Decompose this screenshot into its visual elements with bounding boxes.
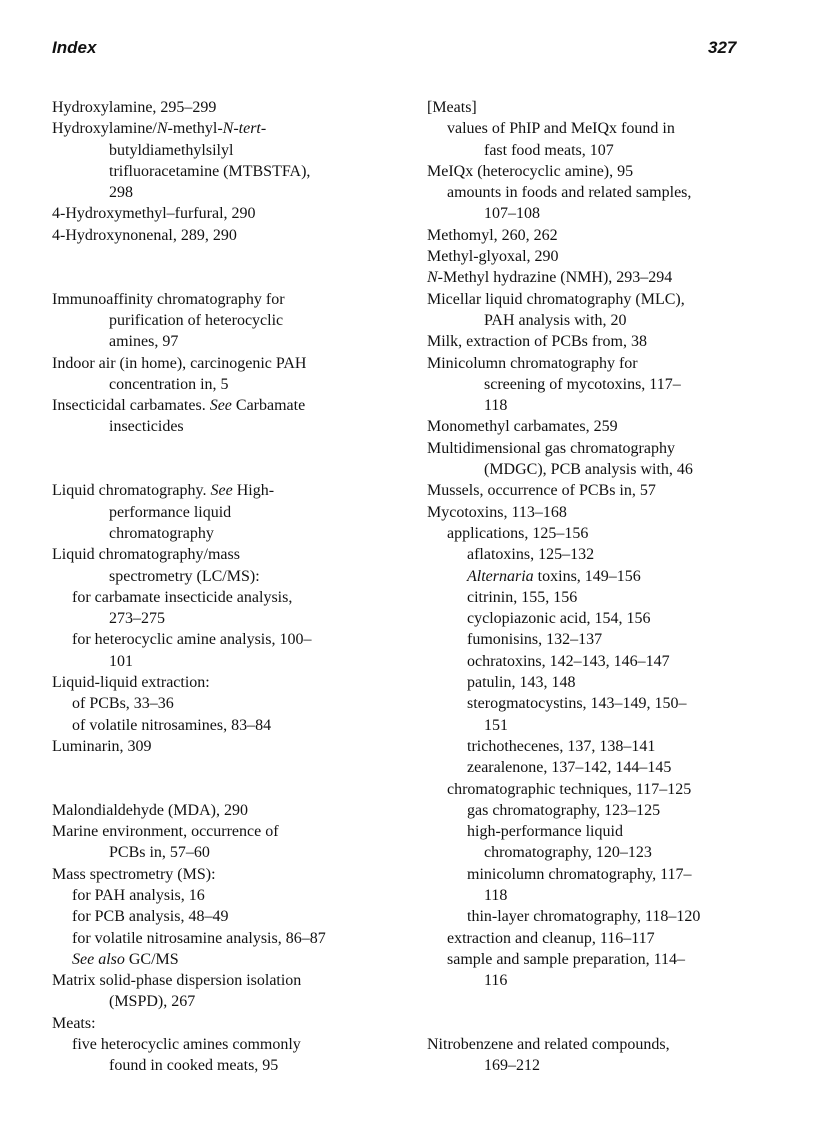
- index-subentry: for heterocyclic amine analysis, 100–: [72, 631, 312, 649]
- index-entry-continuation: performance liquid: [109, 503, 232, 521]
- index-subsubentry: ochratoxins, 142–143, 146–147: [467, 652, 670, 670]
- index-subentry: for volatile nitrosamine analysis, 86–87: [72, 929, 326, 947]
- index-entry-continuation: concentration in, 5: [109, 375, 229, 393]
- index-entry: Nitrobenzene and related compounds,: [427, 1036, 670, 1054]
- index-subentry: of PCBs, 33–36: [72, 695, 174, 713]
- index-subsubentry: trichothecenes, 137, 138–141: [467, 737, 656, 755]
- index-subsubentry: fumonisins, 132–137: [467, 631, 603, 649]
- index-subsubentry: patulin, 143, 148: [467, 674, 576, 692]
- index-entry-continuation: 151: [484, 716, 508, 734]
- index-subentry: values of PhIP and MeIQx found in: [447, 120, 675, 138]
- index-entry: Indoor air (in home), carcinogenic PAH: [52, 354, 307, 372]
- index-entry: Methomyl, 260, 262: [427, 226, 558, 244]
- index-subentry: five heterocyclic amines commonly: [72, 1036, 301, 1054]
- index-subsubentry: cyclopiazonic acid, 154, 156: [467, 610, 651, 628]
- index-entry-continuation: trifluoracetamine (MTBSTFA),: [109, 162, 311, 180]
- index-entry: Milk, extraction of PCBs from, 38: [427, 333, 647, 351]
- index-entry-continuation: PAH analysis with, 20: [484, 311, 627, 329]
- index-entry: Malondialdehyde (MDA), 290: [52, 801, 248, 819]
- index-subentry: amounts in foods and related samples,: [447, 184, 692, 202]
- index-entry-continuation: spectrometry (LC/MS):: [109, 567, 260, 585]
- index-subsubentry: sterogmatocystins, 143–149, 150–: [467, 695, 687, 713]
- index-entry-continuation: 169–212: [484, 1057, 540, 1075]
- index-entry: 4-Hydroxynonenal, 289, 290: [52, 226, 237, 244]
- index-entry: Liquid chromatography/mass: [52, 546, 240, 564]
- index-entry: Matrix solid-phase dispersion isolation: [52, 972, 302, 990]
- index-entry-continuation: 118: [484, 397, 508, 415]
- index-entry-continuation: 116: [484, 972, 508, 990]
- index-entry: Liquid chromatography. See High-: [52, 482, 275, 500]
- index-subsubentry: citrinin, 155, 156: [467, 588, 578, 606]
- index-entry-continuation: (MSPD), 267: [109, 993, 196, 1011]
- index-subsubentry: aflatoxins, 125–132: [467, 546, 595, 564]
- page-number: 327: [708, 38, 737, 57]
- index-subentry: chromatographic techniques, 117–125: [447, 780, 692, 798]
- index-entry-continuation: (MDGC), PCB analysis with, 46: [484, 461, 693, 479]
- index-subentry: for carbamate insecticide analysis,: [72, 588, 293, 606]
- index-subsubentry: high-performance liquid: [467, 823, 623, 841]
- index-entry-continuation: 273–275: [109, 610, 165, 628]
- index-entry-continuation: PCBs in, 57–60: [109, 844, 210, 862]
- index-subentry: for PAH analysis, 16: [72, 886, 205, 904]
- index-subsubentry: minicolumn chromatography, 117–: [467, 865, 692, 883]
- index-entry: Micellar liquid chromatography (MLC),: [427, 290, 685, 308]
- index-subentry: of volatile nitrosamines, 83–84: [72, 716, 272, 734]
- index-entry: Marine environment, occurrence of: [52, 823, 279, 841]
- index-entry: Immunoaffinity chromatography for: [52, 290, 285, 308]
- index-subsubentry: thin-layer chromatography, 118–120: [467, 908, 701, 926]
- index-entry: Mass spectrometry (MS):: [52, 865, 216, 883]
- index-subentry: for PCB analysis, 48–49: [72, 908, 229, 926]
- index-subsubentry: Alternaria toxins, 149–156: [467, 567, 641, 585]
- index-entry: [Meats]: [427, 99, 477, 116]
- index-column-right: [427, 97, 772, 1077]
- index-entry-continuation: chromatography: [109, 524, 214, 542]
- index-entry: Hydroxylamine/N-methyl-N-tert-: [52, 120, 267, 138]
- index-entry: Minicolumn chromatography for: [427, 354, 638, 372]
- index-entry: Monomethyl carbamates, 259: [427, 418, 618, 436]
- index-entry-continuation: 101: [109, 652, 133, 670]
- index-entry-continuation: butyldiamethylsilyl: [109, 141, 234, 159]
- index-entry-continuation: found in cooked meats, 95: [109, 1057, 279, 1075]
- index-entry-continuation: purification of heterocyclic: [109, 311, 284, 329]
- index-subentry: applications, 125–156: [447, 524, 589, 542]
- index-entry-continuation: 107–108: [484, 205, 540, 223]
- index-entry: N-Methyl hydrazine (NMH), 293–294: [427, 269, 673, 287]
- index-entry: MeIQx (heterocyclic amine), 95: [427, 162, 634, 180]
- index-entry: Meats:: [52, 1014, 96, 1032]
- index-entry-continuation: fast food meats, 107: [484, 141, 614, 159]
- index-entry: Mycotoxins, 113–168: [427, 503, 567, 521]
- index-entry: Methyl-glyoxal, 290: [427, 248, 559, 266]
- index-column-left: [52, 97, 392, 1077]
- index-subentry: sample and sample preparation, 114–: [447, 950, 685, 968]
- index-subsubentry: gas chromatography, 123–125: [467, 801, 661, 819]
- index-subsubentry: zearalenone, 137–142, 144–145: [467, 759, 672, 777]
- index-entry-continuation: insecticides: [109, 418, 184, 436]
- index-entry-continuation: chromatography, 120–123: [484, 844, 652, 862]
- index-entry-continuation: amines, 97: [109, 333, 179, 351]
- index-entry: Mussels, occurrence of PCBs in, 57: [427, 482, 656, 500]
- index-entry: Hydroxylamine, 295–299: [52, 99, 217, 116]
- index-subentry: extraction and cleanup, 116–117: [447, 929, 655, 947]
- index-entry: Liquid-liquid extraction:: [52, 674, 210, 692]
- index-entry: Luminarin, 309: [52, 737, 152, 755]
- index-entry-continuation: 298: [109, 184, 133, 202]
- running-head-title: Index: [52, 38, 97, 57]
- index-entry: Insecticidal carbamates. See Carbamate: [52, 397, 306, 415]
- index-subentry: See also GC/MS: [72, 950, 179, 968]
- index-entry-continuation: 118: [484, 886, 508, 904]
- index-entry-continuation: screening of mycotoxins, 117–: [484, 375, 681, 393]
- index-entry: Multidimensional gas chromatography: [427, 439, 675, 457]
- index-entry: 4-Hydroxymethyl–furfural, 290: [52, 205, 256, 223]
